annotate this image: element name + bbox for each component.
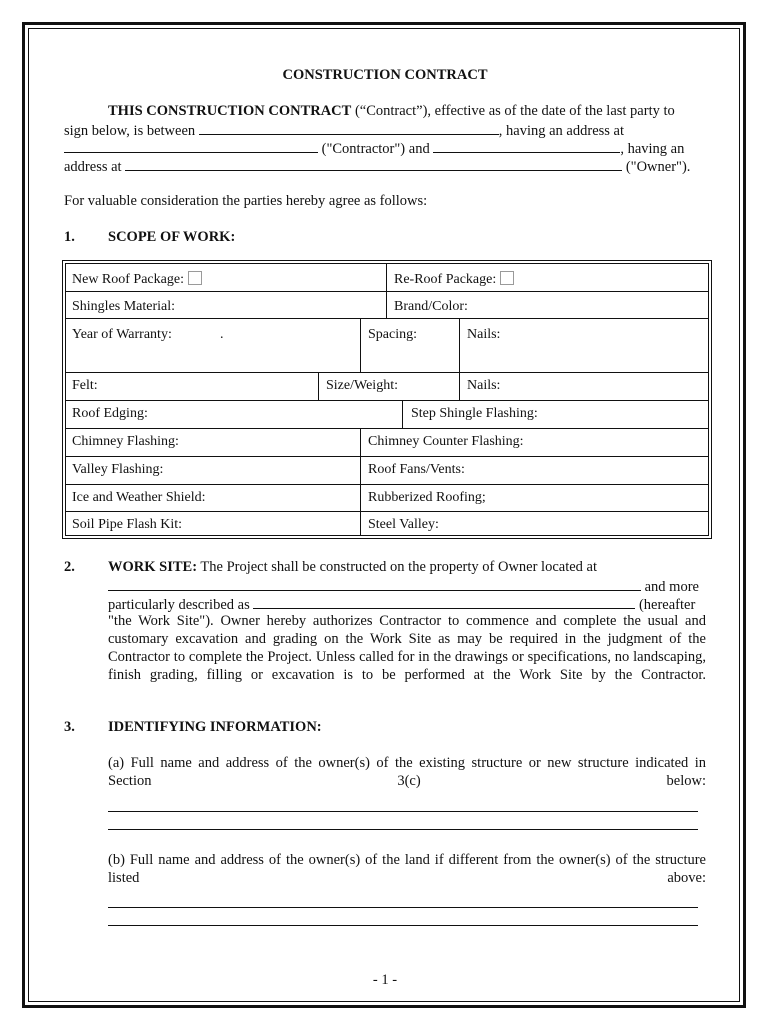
work-site-description-field[interactable]	[253, 594, 635, 609]
section-2-and-more: and more	[641, 579, 699, 595]
section-1-heading: SCOPE OF WORK:	[108, 229, 236, 245]
section-3a-text: (a) Full name and address of the owner(s) of the existing structure or new structure indicated in Section 3(c) below:	[108, 755, 706, 789]
intro-address-text: , having an address at	[498, 123, 625, 139]
intro-line-3	[64, 138, 684, 158]
roof-fans-vents-label: Roof Fans/Vents:	[368, 462, 465, 477]
table-rule	[65, 456, 709, 457]
nails-label-2: Nails:	[467, 378, 501, 393]
section-2-body: "the Work Site"). Owner hereby authorizes Contractor to commence and complete the usual and customary excavation and grading on the Work Site as may be required in the judgment of the Contractor to complete the Project. Unless called for in the drawings or specifications, no landscaping, finish grading, filling or excavation is to be performed at the Work Site by the Contractor.	[108, 613, 706, 683]
section-2-number: 2.	[64, 559, 75, 575]
ice-weather-shield-label: Ice and Weather Shield:	[72, 490, 206, 505]
re-roof-label: Re-Roof Package:	[394, 272, 497, 287]
table-rule	[402, 400, 403, 428]
page-number: - 1 -	[372, 972, 398, 988]
valley-flashing-label: Valley Flashing:	[72, 462, 164, 477]
table-rule	[65, 372, 709, 373]
new-roof-checkbox[interactable]	[188, 271, 202, 285]
owner-structure-field-1[interactable]	[108, 811, 698, 812]
table-rule	[65, 318, 709, 319]
table-rule	[318, 372, 319, 400]
table-rule	[65, 400, 709, 401]
warranty-dot: .	[220, 327, 224, 342]
step-shingle-flashing-label: Step Shingle Flashing:	[411, 406, 538, 421]
section-3-number: 3.	[64, 719, 75, 735]
intro-line-4	[64, 156, 690, 176]
work-site-location-field[interactable]	[108, 576, 641, 591]
owner-name-field[interactable]	[433, 138, 620, 153]
cell-re-roof	[394, 271, 514, 288]
rubberized-roofing-label: Rubberized Roofing;	[368, 490, 486, 505]
size-weight-label: Size/Weight:	[326, 378, 398, 393]
shingles-material-label: Shingles Material:	[72, 299, 176, 314]
intro-owner-text: ("Owner").	[622, 159, 691, 175]
re-roof-checkbox[interactable]	[500, 271, 514, 285]
consideration-text: For valuable consideration the parties hereby agree as follows:	[64, 193, 428, 209]
section-1-number: 1.	[64, 229, 75, 245]
section-3b-text: (b) Full name and address of the owner(s) of the land if different from the owner(s) of the structure listed above:	[108, 852, 706, 886]
owner-address-field[interactable]	[125, 156, 622, 171]
table-rule	[459, 318, 460, 400]
table-rule	[386, 263, 387, 318]
felt-label: Felt:	[72, 378, 98, 393]
section-2-described-text: particularly described as	[108, 597, 254, 613]
section-2-intro: The Project shall be constructed on the property of Owner located at	[197, 559, 598, 575]
table-rule	[360, 428, 361, 536]
contractor-name-field[interactable]	[199, 120, 499, 135]
intro-lead: THIS CONSTRUCTION CONTRACT	[108, 103, 352, 119]
year-of-warranty-label: Year of Warranty:	[72, 327, 172, 342]
owner-land-field-2[interactable]	[108, 925, 698, 926]
spacing-label: Spacing:	[368, 327, 417, 342]
section-2-line-1	[108, 558, 597, 576]
section-2-line-3	[108, 594, 695, 614]
table-rule	[65, 428, 709, 429]
chimney-counter-flashing-label: Chimney Counter Flashing:	[368, 434, 524, 449]
section-2-heading: WORK SITE:	[108, 559, 198, 575]
intro-line-2	[64, 120, 624, 140]
intro-line-1	[108, 102, 675, 120]
section-2-line-2	[108, 576, 699, 596]
owner-land-field-1[interactable]	[108, 907, 698, 908]
table-rule	[65, 484, 709, 485]
intro-between-text: sign below, is between	[64, 123, 199, 139]
contractor-address-field[interactable]	[64, 138, 318, 153]
intro-contractor-text: ("Contractor") and	[318, 141, 434, 157]
cell-new-roof	[72, 271, 202, 288]
nails-label-1: Nails:	[467, 327, 501, 342]
soil-pipe-flash-kit-label: Soil Pipe Flash Kit:	[72, 517, 183, 532]
section-3-heading: IDENTIFYING INFORMATION:	[108, 719, 322, 735]
intro-address-label: address at	[64, 159, 126, 175]
document-title: CONSTRUCTION CONTRACT	[282, 67, 488, 83]
steel-valley-label: Steel Valley:	[368, 517, 439, 532]
section-2-hereafter: (hereafter	[635, 597, 696, 613]
roof-edging-label: Roof Edging:	[72, 406, 148, 421]
intro-having-text: , having an	[620, 141, 685, 157]
brand-color-label: Brand/Color:	[394, 299, 468, 314]
new-roof-label: New Roof Package:	[72, 272, 184, 287]
chimney-flashing-label: Chimney Flashing:	[72, 434, 179, 449]
table-rule	[360, 318, 361, 372]
owner-structure-field-2[interactable]	[108, 829, 698, 830]
table-rule	[65, 291, 709, 292]
intro-line-1-rest: (“Contract”), effective as of the date of the last party to	[351, 103, 675, 119]
table-rule	[65, 511, 709, 512]
